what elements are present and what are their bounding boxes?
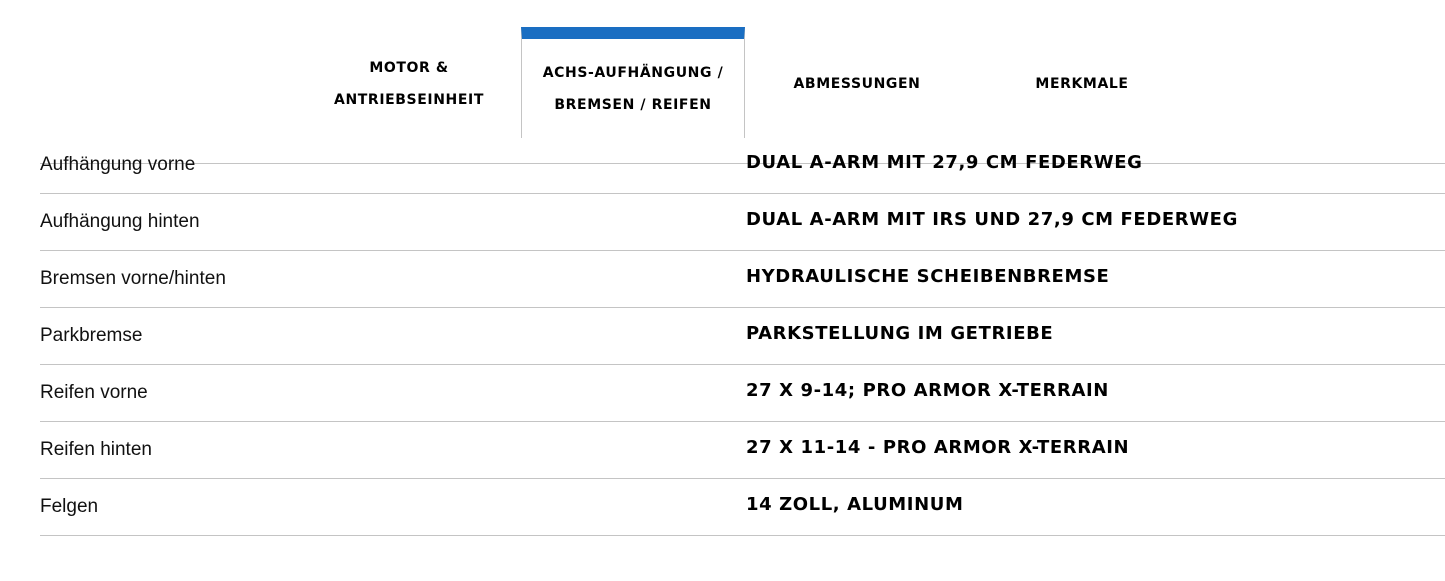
spec-row [40,365,1445,422]
tab-label: ACHS-AUFHÄNGUNG / BREMSEN / REIFEN [542,64,724,113]
spec-label: Aufhängung hinten [40,211,200,232]
spec-label: Aufhängung vorne [40,154,196,175]
spec-label: Reifen hinten [40,439,152,460]
spec-row [40,194,1445,251]
tab-motor-antriebseinheit[interactable] [297,27,521,136]
tab-label: ABMESSUNGEN [793,75,921,92]
tab-abmessungen[interactable] [745,27,969,136]
spec-table [40,137,1445,536]
spec-tab-bar [0,27,1445,137]
spec-value: 27 X 9-14; PRO ARMOR X-TERRAIN [746,380,1109,401]
spec-value: DUAL A-ARM MIT 27,9 CM FEDERWEG [746,152,1143,173]
spec-label: Reifen vorne [40,382,148,403]
tab-label: MOTOR & ANTRIEBSEINHEIT [334,59,484,108]
spec-label: Felgen [40,496,99,517]
spec-value: HYDRAULISCHE SCHEIBENBREMSE [746,266,1110,287]
spec-value: 27 X 11-14 - PRO ARMOR X-TERRAIN [746,437,1130,458]
tab-merkmale[interactable] [970,27,1194,136]
spec-row [40,137,1445,194]
spec-value: DUAL A-ARM MIT IRS UND 27,9 CM FEDERWEG [746,209,1238,230]
spec-row [40,422,1445,479]
spec-label: Bremsen vorne/hinten [40,268,226,289]
tab-achs-aufhaengung-bremsen-reifen[interactable] [521,27,745,138]
spec-row [40,479,1445,536]
tab-label: MERKMALE [1035,75,1129,92]
spec-row [40,251,1445,308]
spec-value: PARKSTELLUNG IM GETRIEBE [746,323,1054,344]
spec-value: 14 ZOLL, ALUMINUM [746,494,964,515]
spec-label: Parkbremse [40,325,143,346]
spec-row [40,308,1445,365]
